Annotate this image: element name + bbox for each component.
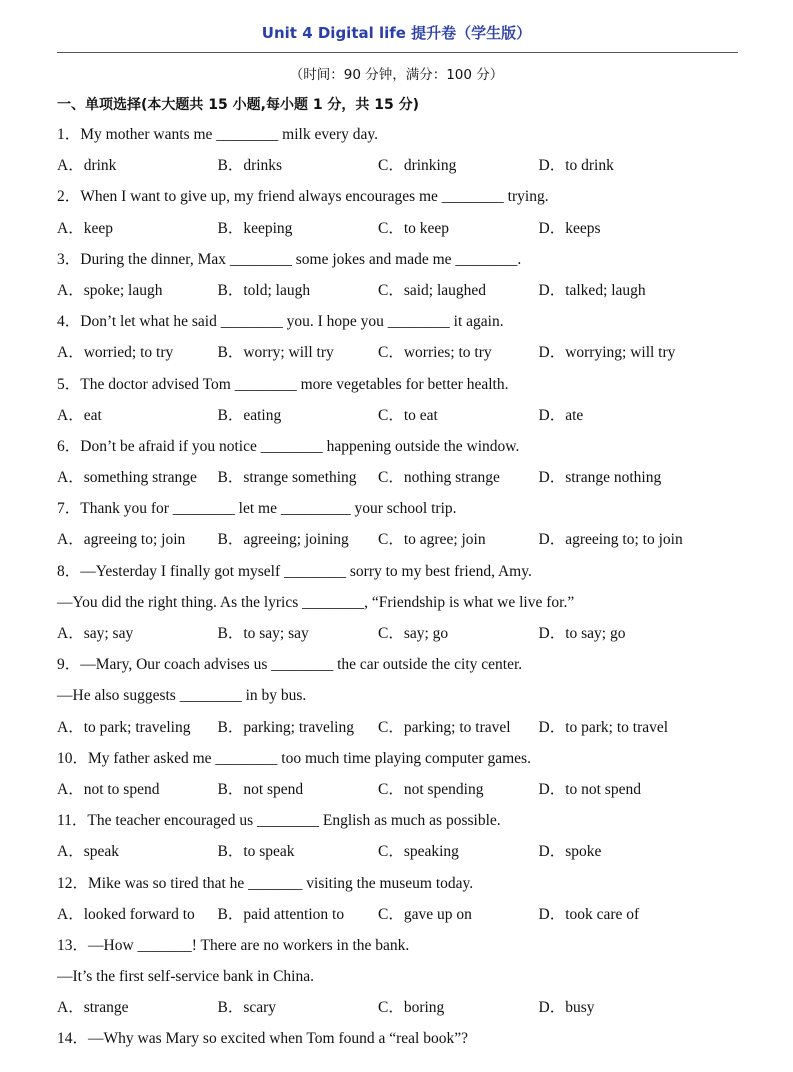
option-a: A．say; say	[57, 625, 134, 642]
option-d: D．to say; go	[538, 625, 626, 642]
answer-options	[57, 623, 757, 654]
answer-options	[57, 218, 757, 249]
question-line: 12．Mike was so tired that he _______ visiting the museum today.	[57, 874, 474, 892]
option-c: C．not spending	[378, 780, 484, 798]
question-line: 8．—Yesterday I finally got myself ________ sorry to my best friend, Amy.	[57, 562, 532, 580]
question-line: 7．Thank you for ________ let me _________ your school trip.	[57, 500, 457, 518]
option-d: D．to not spend	[538, 780, 641, 798]
option-c: C．boring	[378, 999, 445, 1017]
answer-options	[57, 841, 757, 872]
option-a: A．strange	[57, 999, 129, 1017]
answer-options	[57, 717, 757, 748]
answer-options	[57, 529, 757, 560]
question-line: 6．Don’t be afraid if you notice ________ happening outside the window.	[57, 437, 520, 455]
option-c: C．worries; to try	[378, 344, 492, 362]
question-line: 3．During the dinner, Max ________ some jokes and made me ________.	[57, 250, 522, 268]
option-a: A．something strange	[57, 469, 197, 487]
question-line: 2．When I want to give up, my friend always encourages me ________ trying.	[57, 188, 549, 206]
question-line: 13．—How _______! There are no workers in the bank.	[57, 936, 410, 954]
option-b: B．worry; will try	[217, 344, 334, 362]
option-c: C．said; laughed	[378, 281, 487, 299]
option-d: D．strange nothing	[538, 469, 662, 487]
question-line: 1．My mother wants me ________ milk every day.	[57, 126, 378, 143]
question-line: —He also suggests ________ in by bus.	[57, 687, 307, 705]
option-b: B．eating	[217, 406, 282, 424]
option-b: B．agreeing; joining	[217, 531, 349, 549]
option-a: A．spoke; laugh	[57, 281, 163, 299]
option-c: C．to keep	[378, 219, 450, 237]
answer-options	[57, 779, 757, 810]
section-heading: 一、单项选择(本大题共 15 小题,每小题 1 分，共 15 分)	[57, 97, 420, 113]
option-b: B．paid attention to	[217, 905, 345, 923]
exam-meta: （时间：90 分钟，满分：100 分）	[289, 67, 504, 83]
option-c: C．to agree; join	[378, 531, 486, 549]
option-d: D．to drink	[538, 157, 614, 175]
option-a: A．eat	[57, 406, 102, 424]
option-a: A．not to spend	[57, 780, 160, 798]
option-d: D．ate	[538, 406, 584, 424]
answer-options	[57, 342, 757, 373]
option-c: C．parking; to travel	[378, 718, 511, 736]
question-line: —It’s the first self-service bank in China.	[57, 968, 314, 986]
question-list	[57, 124, 757, 1060]
answer-options	[57, 155, 757, 186]
answer-options	[57, 997, 757, 1028]
option-d: D．keeps	[538, 219, 601, 237]
option-b: B．parking; traveling	[217, 718, 354, 736]
option-a: A．speak	[57, 843, 119, 861]
answer-options	[57, 280, 757, 311]
question-line: 5．The doctor advised Tom ________ more vegetables for better health.	[57, 375, 509, 393]
option-b: B．keeping	[217, 219, 293, 237]
option-c: C．speaking	[378, 843, 459, 861]
option-d: D．spoke	[538, 843, 602, 861]
option-c: C．gave up on	[378, 905, 472, 923]
question-line: 9．—Mary, Our coach advises us ________ the car outside the city center.	[57, 656, 523, 674]
option-d: D．agreeing to; to join	[538, 531, 683, 549]
question-line: 4．Don’t let what he said ________ you. I hope you ________ it again.	[57, 313, 504, 331]
option-d: D．worrying; will try	[538, 344, 676, 362]
option-a: A．agreeing to; join	[57, 531, 186, 549]
option-d: D．talked; laugh	[538, 281, 646, 299]
option-b: B．drinks	[217, 157, 283, 175]
option-a: A．keep	[57, 219, 113, 237]
option-d: D．to park; to travel	[538, 718, 669, 736]
option-c: C．drinking	[378, 157, 457, 175]
option-b: B．not spend	[217, 780, 304, 798]
option-b: B．to say; say	[217, 625, 309, 642]
option-b: B．scary	[217, 999, 277, 1017]
option-c: C．to eat	[378, 406, 438, 424]
option-a: A．to park; traveling	[57, 718, 191, 736]
option-d: D．took care of	[538, 905, 640, 923]
question-line: —You did the right thing. As the lyrics ________, “Friendship is what we live for.”	[57, 593, 575, 611]
option-b: B．strange something	[217, 469, 357, 487]
answer-options	[57, 405, 757, 436]
header-divider	[57, 52, 738, 53]
question-line: 11．The teacher encouraged us ________ English as much as possible.	[57, 812, 501, 830]
page-title: Unit 4 Digital life 提升卷（学生版）	[261, 24, 532, 42]
answer-options	[57, 467, 757, 498]
option-b: B．told; laugh	[217, 281, 311, 299]
option-c: C．say; go	[378, 625, 449, 642]
option-b: B．to speak	[217, 843, 295, 861]
option-c: C．nothing strange	[378, 469, 500, 487]
answer-options	[57, 904, 757, 935]
option-a: A．looked forward to	[57, 905, 195, 923]
question-line: 10．My father asked me ________ too much time playing computer games.	[57, 749, 531, 767]
option-a: A．drink	[57, 157, 117, 175]
option-a: A．worried; to try	[57, 344, 174, 362]
question-line: 14．—Why was Mary so excited when Tom found a “real book”?	[57, 1030, 468, 1048]
option-d: D．busy	[538, 999, 595, 1017]
